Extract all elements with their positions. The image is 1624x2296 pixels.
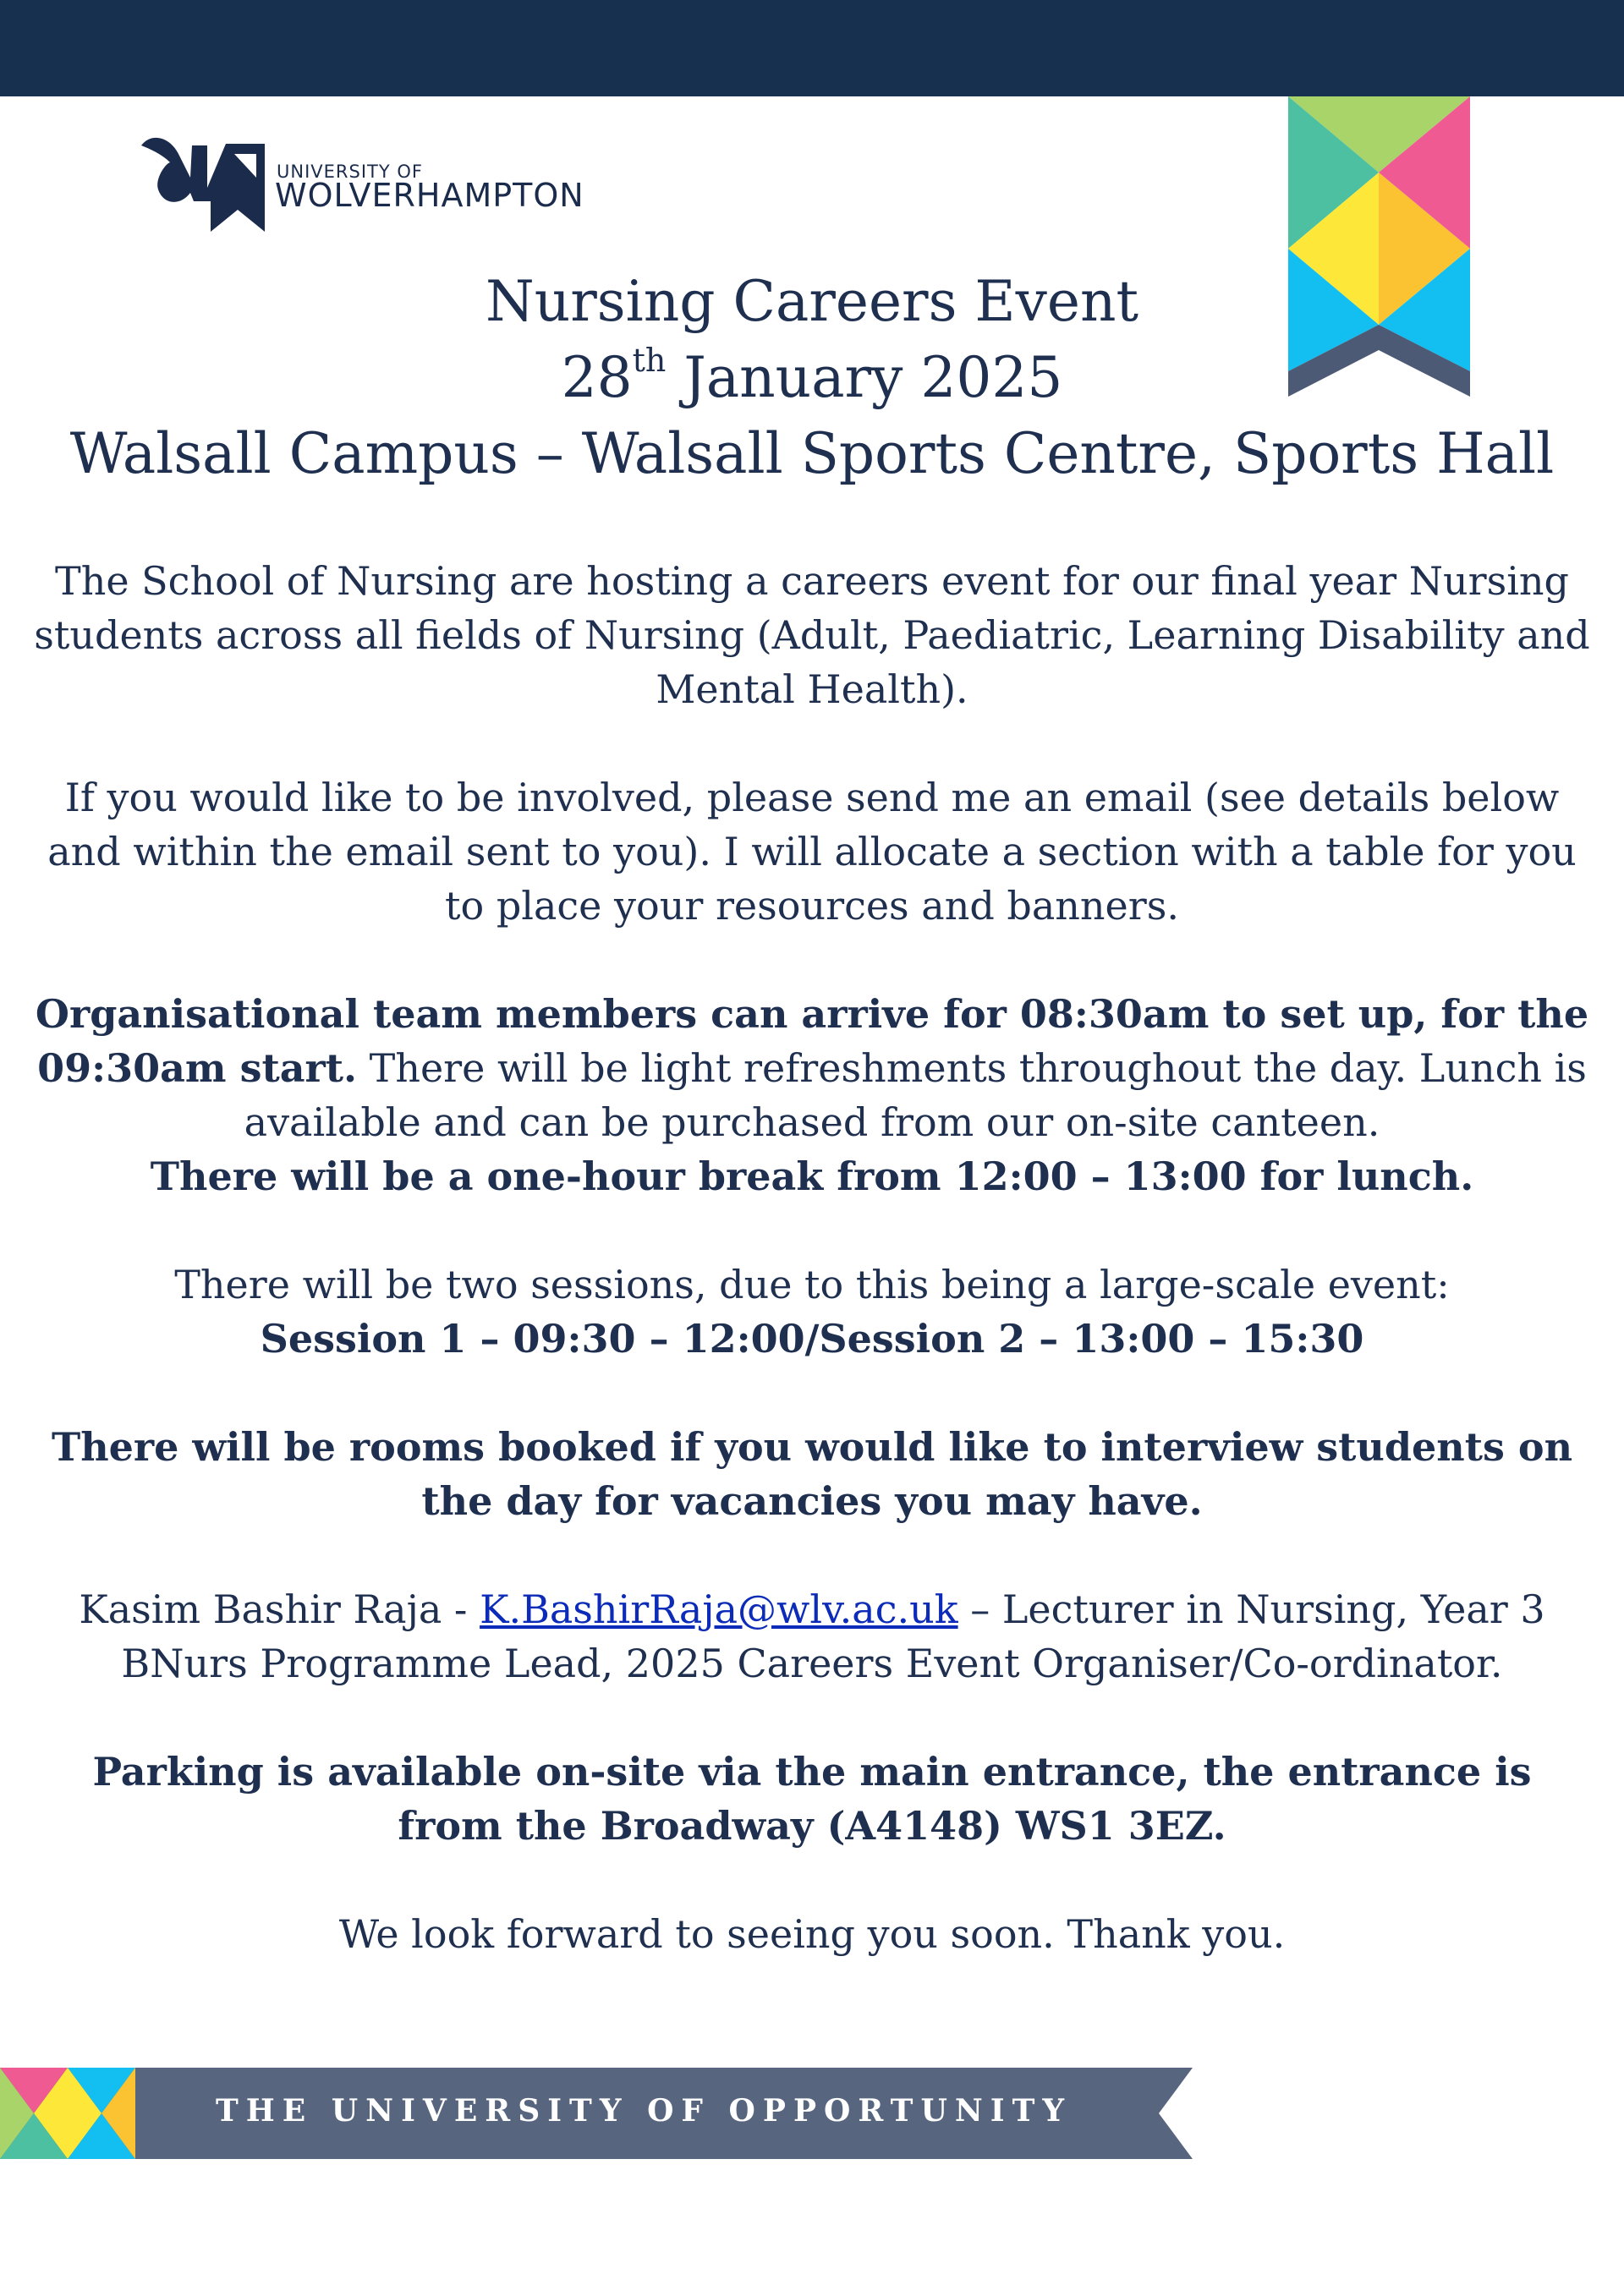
event-date xyxy=(0,340,1624,416)
interview-rooms-text: There will be rooms booked if you would like to interview students on the day for vacancies you may have. xyxy=(51,1424,1573,1524)
parking-text: Parking is available on-site via the main entrance, the entrance is from the Broadway (A4148) WS1 3EZ. xyxy=(92,1749,1532,1849)
university-w-logo-icon xyxy=(140,129,266,234)
footer-banner xyxy=(0,2068,1201,2159)
date-suffix: th xyxy=(632,342,667,379)
logo-small-text: UNIVERSITY OF xyxy=(277,162,423,182)
contact-name: Kasim Bashir Raja - xyxy=(79,1586,480,1632)
event-venue: Walsall Campus – Walsall Sports Centre, Sports Hall xyxy=(69,421,1555,486)
sessions-paragraph xyxy=(34,1258,1590,1366)
event-title: Nursing Careers Event xyxy=(486,269,1138,334)
top-header-bar xyxy=(0,0,1624,96)
parking-paragraph xyxy=(34,1745,1590,1853)
closing-paragraph: We look forward to seeing you soon. Thank you. xyxy=(338,1911,1286,1957)
university-logo xyxy=(140,129,630,234)
sessions-intro-text: There will be two sessions, due to this being a large-scale event: xyxy=(174,1262,1450,1307)
arrival-bold-text: Organisational team members can arrive for 08:30am to set up, for the 09:30am start. xyxy=(35,991,1589,1091)
lunch-break-text: There will be a one-hour break from 12:00 – 13:00 for lunch. xyxy=(150,1153,1474,1199)
intro-paragraph: The School of Nursing are hosting a careers event for our final year Nursing students across all fields of Nursing (Adult, Paediatric, Learning Disability and Mental Health). xyxy=(34,558,1590,712)
involvement-paragraph: If you would like to be involved, please send me an email (see details below and within the email sent to you). I will allocate a section with a table for you to place your resources and banners. xyxy=(47,775,1577,929)
sessions-times-text: Session 1 – 09:30 – 12:00/Session 2 – 13:00 – 15:30 xyxy=(260,1316,1364,1362)
contact-paragraph xyxy=(34,1582,1590,1690)
footer-banner-text: THE UNIVERSITY OF OPPORTUNITY xyxy=(216,2093,1073,2129)
arrival-paragraph xyxy=(34,987,1590,1203)
contact-email-link[interactable]: K.BashirRaja@wlv.ac.uk xyxy=(480,1586,958,1632)
date-day: 28 xyxy=(561,345,633,410)
event-header xyxy=(0,264,1624,492)
contact-role: – Lecturer in Nursing, Year 3 BNurs Programme Lead, 2025 Careers Event Organiser/Co-ordinator. xyxy=(121,1586,1545,1686)
arrival-text: There will be light refreshments throughout the day. Lunch is available and can be purchased from our on-site canteen. xyxy=(244,1045,1587,1145)
event-details xyxy=(34,554,1590,2015)
logo-big-text: WOLVERHAMPTON xyxy=(275,177,584,214)
interview-rooms-paragraph xyxy=(34,1420,1590,1528)
date-rest: January 2025 xyxy=(666,345,1063,410)
